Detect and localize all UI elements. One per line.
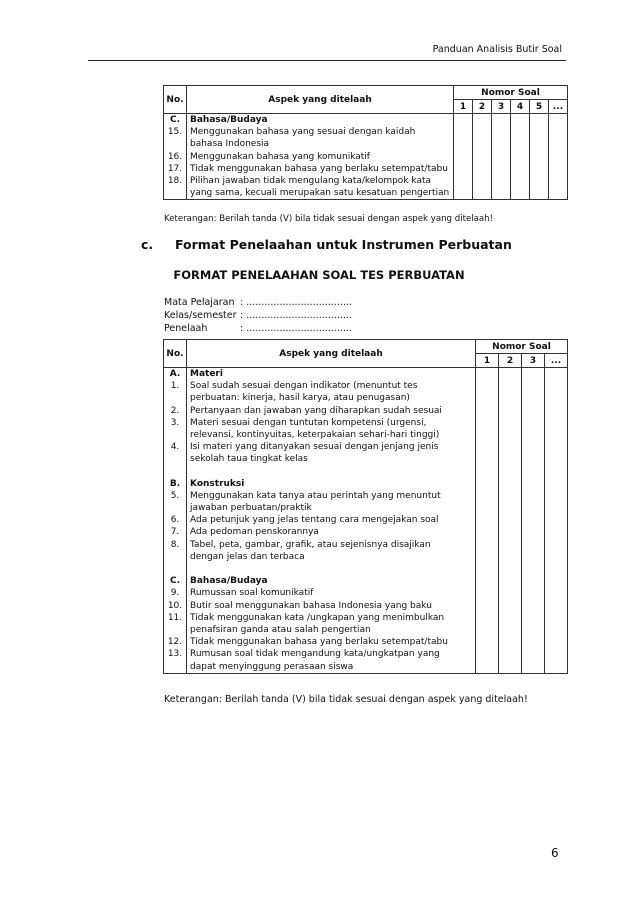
row-number: 4. <box>170 442 180 453</box>
row-number: 9. <box>170 588 180 599</box>
row-number <box>164 502 186 514</box>
aspek-row-text: Tidak menggunakan kata /ungkapan yang menimbulkan <box>190 612 445 623</box>
check-cell[interactable] <box>476 368 499 674</box>
aspek-row-text: Butir soal menggunakan bahasa Indonesia yang baku <box>190 600 432 611</box>
format-title: FORMAT PENELAAHAN SOAL TES PERBUATAN <box>173 268 465 282</box>
row-number: 10. <box>167 600 183 611</box>
section-row-title: Materi <box>190 369 223 379</box>
row-number: 1. <box>170 381 180 392</box>
aspek-row-text: Tidak menggunakan bahasa yang berlaku setempat/tabu <box>190 637 448 648</box>
row-number: B. <box>169 478 181 489</box>
keterangan-note-1: Keterangan: Berilah tanda (V) bila tidak sesuai dengan aspek yang ditelaah! <box>164 214 494 224</box>
aspek-row-text: Menggunakan kata tanya atau perintah yang menuntut <box>190 490 441 501</box>
row-number <box>164 466 186 478</box>
nomor-soal-col-2: 2 <box>499 354 522 368</box>
aspek-row-text: dapat menyinggung perasaan siswa <box>190 661 354 672</box>
check-cell[interactable] <box>454 114 473 200</box>
check-cell[interactable] <box>530 114 549 200</box>
aspek-row-text: Ada petunjuk yang jelas tentang cara mengejakan soal <box>190 515 439 526</box>
row-number <box>164 138 186 150</box>
aspek-row-text: Rumussan soal komunikatif <box>190 588 314 599</box>
aspek-row-text <box>190 563 475 575</box>
section-label: c. <box>141 237 154 252</box>
row-number: 15. <box>167 127 183 138</box>
aspek-row-text: Rumusan soal tidak mengandung kata/ungkatpan yang <box>190 649 440 660</box>
aspek-row-text: Pilihan jawaban tidak mengulang kata/kelompok kata <box>190 175 432 186</box>
field-penelaah[interactable] <box>164 322 352 335</box>
nomor-soal-col-1: 1 <box>476 354 499 368</box>
aspek-row-text: yang sama, kecuali merupakan satu kesatuan pengertian <box>190 188 450 199</box>
row-number: A. <box>169 369 181 379</box>
aspek-row-text: Menggunakan bahasa yang komunikatif <box>190 151 370 162</box>
aspek-row-text: Tabel, peta, gambar, grafik, atau sejenisnya disajikan <box>190 539 431 550</box>
section-row-title: Bahasa/Budaya <box>190 576 268 587</box>
row-number: 12. <box>167 637 183 648</box>
aspek-row-text: Tidak menggunakan bahasa yang berlaku setempat/tabu <box>190 163 448 174</box>
row-number: 3. <box>170 417 180 428</box>
form-fields <box>164 296 352 335</box>
section-row-title: Konstruksi <box>190 478 245 489</box>
row-numbers <box>164 114 187 200</box>
col-nomor-soal-header: Nomor Soal <box>454 86 568 100</box>
row-number: 2. <box>170 405 180 416</box>
col-no-header: No. <box>164 340 187 368</box>
check-cell[interactable] <box>545 368 568 674</box>
aspek-row-text: jawaban perbuatan/praktik <box>190 503 312 514</box>
row-number: 11. <box>167 612 183 623</box>
row-number <box>164 563 186 575</box>
review-table-1 <box>163 85 568 200</box>
col-nomor-soal-header: Nomor Soal <box>476 340 568 354</box>
nomor-soal-col-2: 2 <box>473 100 492 114</box>
row-number: C. <box>169 576 181 587</box>
aspek-row-text: penafsiran ganda atau salah pengertian <box>190 624 371 635</box>
row-number <box>164 392 186 404</box>
aspek-row-text: bahasa Indonesia <box>190 139 270 150</box>
field-value: : ................................... <box>240 297 352 308</box>
section-heading <box>141 237 512 252</box>
row-number: 18. <box>167 175 183 186</box>
nomor-soal-col-4: 4 <box>511 100 530 114</box>
keterangan-note-2: Keterangan: Berilah tanda (V) bila tidak sesuai dengan aspek yang ditelaah! <box>164 694 528 705</box>
field-label: Penelaah <box>164 323 208 334</box>
aspek-row-text: Soal sudah sesuai dengan indikator (menuntut tes <box>190 381 418 392</box>
review-table-2 <box>163 339 568 674</box>
aspek-row-text: perbuatan: kinerja, hasil karya, atau penugasan) <box>190 393 410 404</box>
row-number: 16. <box>167 151 183 162</box>
col-no-header: No. <box>164 86 187 114</box>
col-aspek-header: Aspek yang ditelaah <box>187 86 454 114</box>
row-number <box>164 661 186 673</box>
section-title: Format Penelaahan untuk Instrumen Perbuatan <box>175 237 512 252</box>
field-mata-pelajaran[interactable] <box>164 296 352 309</box>
field-label: Kelas/semester <box>164 310 237 321</box>
aspek-row-text: Materi sesuai dengan tuntutan kompetensi (urgensi, <box>190 417 427 428</box>
aspek-row-text: dengan jelas dan terbaca <box>190 551 305 562</box>
row-number: 13. <box>167 649 183 660</box>
row-number <box>164 624 186 636</box>
aspek-row-text: Menggunakan bahasa yang sesuai dengan kaidah <box>190 127 416 138</box>
nomor-soal-col-6: ... <box>549 100 568 114</box>
field-label: Mata Pelajaran <box>164 297 235 308</box>
nomor-soal-col-3: 3 <box>522 354 545 368</box>
nomor-soal-col-1: 1 <box>454 100 473 114</box>
row-number <box>164 429 186 441</box>
aspek-row-text: Ada pedoman penskorannya <box>190 527 319 538</box>
row-number: C. <box>169 115 181 125</box>
aspek-row-text: relevansi, kontinyuitas, keterpakaian sehari-hari tinggi) <box>190 429 440 440</box>
aspek-list <box>187 114 454 200</box>
check-cell[interactable] <box>499 368 522 674</box>
aspek-list <box>187 368 476 674</box>
col-aspek-header: Aspek yang ditelaah <box>187 340 476 368</box>
nomor-soal-col-3: 3 <box>492 100 511 114</box>
row-number: 7. <box>170 527 180 538</box>
check-cell[interactable] <box>549 114 568 200</box>
row-numbers <box>164 368 187 674</box>
check-cell[interactable] <box>492 114 511 200</box>
row-number <box>164 453 186 465</box>
field-value: : ................................... <box>240 310 352 321</box>
row-number: 5. <box>170 490 180 501</box>
check-cell[interactable] <box>522 368 545 674</box>
aspek-row-text: Pertanyaan dan jawaban yang diharapkan sudah sesuai <box>190 405 442 416</box>
row-number: 8. <box>170 539 180 550</box>
row-number <box>164 551 186 563</box>
section-row-title: Bahasa/Budaya <box>190 115 268 125</box>
aspek-row-text <box>190 466 475 478</box>
field-kelas-semester[interactable] <box>164 309 352 322</box>
field-value: : ................................... <box>240 323 352 334</box>
page-number: 6 <box>551 846 559 860</box>
nomor-soal-col-4: ... <box>545 354 568 368</box>
check-cell[interactable] <box>511 114 530 200</box>
aspek-row-text: sekolah taua tingkat kelas <box>190 454 308 465</box>
row-number <box>164 187 186 199</box>
row-number: 17. <box>167 163 183 174</box>
nomor-soal-col-5: 5 <box>530 100 549 114</box>
aspek-row-text: Isi materi yang ditanyakan sesuai dengan jenjang jenis <box>190 442 439 453</box>
header-rule <box>88 60 566 61</box>
check-cell[interactable] <box>473 114 492 200</box>
row-number: 6. <box>170 515 180 526</box>
running-header: Panduan Analisis Butir Soal <box>432 44 562 55</box>
